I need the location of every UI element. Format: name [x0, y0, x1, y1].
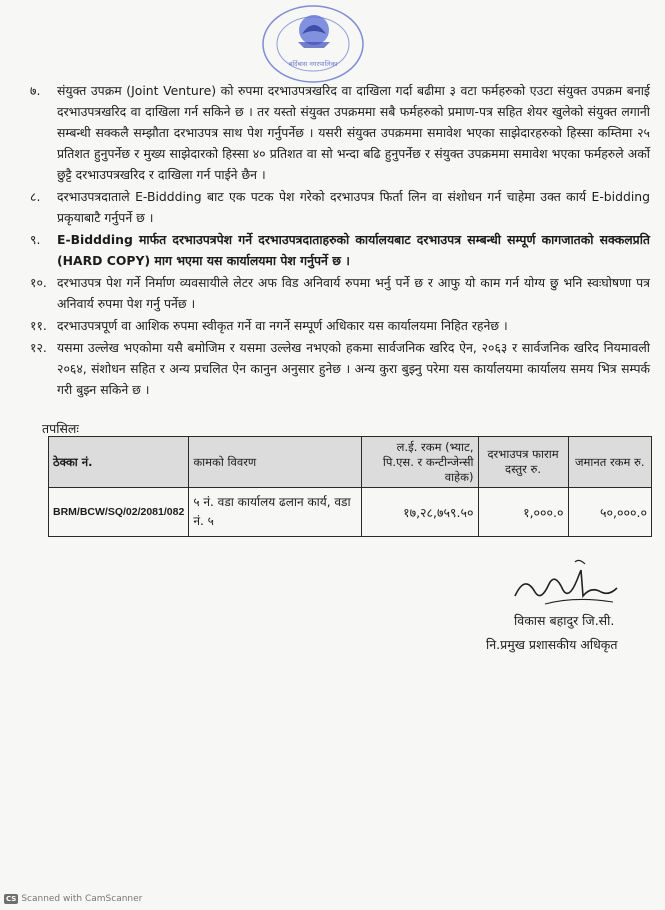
- clause-text: दरभाउपत्रपूर्ण वा आशिक रुपमा स्वीकृत गर्ने वा नगर्ने सम्पूर्ण अधिकार यस कार्यालयमा निहित रहनेछ ।: [57, 318, 508, 333]
- contract-details-table: [48, 436, 652, 537]
- cell-deposit: ५०,०००.०: [568, 488, 651, 537]
- clause-list: [30, 80, 650, 401]
- header-description: कामको विवरण: [189, 437, 361, 488]
- clause-number: ७.: [30, 83, 41, 98]
- schedule-heading: तपसिलः: [42, 421, 79, 436]
- clause-number: १२.: [30, 340, 47, 355]
- cell-description: ५ नं. वडा कार्यालय ढलान कार्य, वडा नं. ५: [189, 488, 361, 537]
- cell-contract-no: BRM/BCW/SQ/02/2081/082: [49, 488, 189, 537]
- clause-item: [30, 80, 650, 185]
- clause-number: ८.: [30, 189, 41, 204]
- camscanner-icon: CS: [6, 895, 17, 903]
- seal-text: बर्दिबास नगरपालिका: [288, 60, 338, 68]
- clause-text: यसमा उल्लेख भएकोमा यसै बमोजिम र यसमा उल्लेख नभएको हकमा सार्वजनिक खरिद ऐन, २०६३ र सार्वजनिक खरिद नियमावली २०६४, संशोधन सहित र अन्य प्रचलित ऐन कानुन अनुसार हुनेछ । अन्य कुरा बुझ्नु परेमा यस कार्यालयमा कार्यालय समय भित्र सम्पर्क गरी बुझ्न सकिने छ ।: [57, 340, 650, 397]
- clause-item: [30, 315, 650, 336]
- header-contract-no: ठेक्का नं.: [49, 437, 189, 488]
- clause-item: [30, 337, 650, 400]
- clause-text: E-Biddding मार्फत दरभाउपत्रपेश गर्ने दरभाउपत्रदाताहरुको कार्यालयबाट दरभाउपत्र सम्बन्धी सम्पूर्ण कागजातको सक्कलप्रति (HARD COPY) माग भएमा यस कार्यालयमा पेश गर्नुपर्ने छ ।: [57, 232, 650, 268]
- clause-text: दरभाउपत्र पेश गर्ने निर्माण व्यवसायीले लेटर अफ विड अनिवार्य रुपमा भर्नु पर्ने छ र आफु यो काम गर्न योग्य छु भनि स्वःघोषणा पत्र अनिवार्य रुपमा पेश गर्नु पर्नेछ ।: [57, 275, 650, 311]
- signature-icon: [505, 556, 625, 616]
- signatory-title: नि.प्रमुख प्रशासकीय अधिकृत: [486, 637, 618, 652]
- cell-form-fee: १,०००.०: [478, 488, 568, 537]
- header-form-fee: दरभाउपत्र फाराम दस्तुर रु.: [478, 437, 568, 488]
- clause-item: [30, 186, 650, 228]
- scanner-text: Scanned with CamScanner: [21, 894, 143, 904]
- clause-number: १०.: [30, 275, 47, 290]
- clause-number: ११.: [30, 318, 47, 333]
- table-row: [49, 488, 652, 537]
- clause-item: [30, 272, 650, 314]
- header-estimated-cost: ल.ई. रकम (भ्याट, पि.एस. र कन्टीन्जेन्सी वाहेक): [361, 437, 478, 488]
- clause-item: [30, 229, 650, 271]
- signatory-name: विकास बहादुर जि.सी.: [514, 613, 615, 628]
- clause-text: संयुक्त उपक्रम (Joint Venture) को रुपमा दरभाउपत्रखरिद वा दाखिला गर्दा बढीमा ३ वटा फर्महरुको एउटा संयुक्त उपक्रम बनाई दरभाउपत्रखरिद वा दाखिला गर्न सकिने छ । तर यस्तो संयुक्त उपक्रममा सबै फर्महरुको प्रमाण-पत्र सहित शेयर खुलेको संयुक्त लगानी सम्बन्धी सक्कलै सम्झौता दरभाउपत्र साथ पेश गर्नुपर्नेछ । यसरी संयुक्त उपक्रममा समावेश भएका साझेदारहरुको हिस्सा कम्तिमा २५ प्रतिशत हुनुपर्नेछ र मुख्य साझेदारको हिस्सा ४० प्रतिशत वा सो भन्दा बढि हुनुपर्नेछ र संयुक्त उपक्रममा समावेश भएका फर्महरुले अर्को छुट्टै दरभाउपत्रखरिद र दाखिला गर्न पाईने छैन ।: [57, 83, 650, 182]
- clause-text: दरभाउपत्रदाताले E-Biddding बाट एक पटक पेश गरेको दरभाउपत्र फिर्ता लिन वा संशोधन गर्न चाहेमा उक्त कार्य E-bidding प्रकृयाबाटै गर्नुपर्ने छ ।: [57, 189, 650, 225]
- scanner-watermark: [4, 894, 142, 904]
- table-header-row: [49, 437, 652, 488]
- cell-estimated-cost: १७,२८,७५९.५०: [361, 488, 478, 537]
- clause-number: ९.: [30, 232, 41, 247]
- municipality-seal-icon: [258, 4, 368, 88]
- header-deposit: जमानत रकम रु.: [568, 437, 651, 488]
